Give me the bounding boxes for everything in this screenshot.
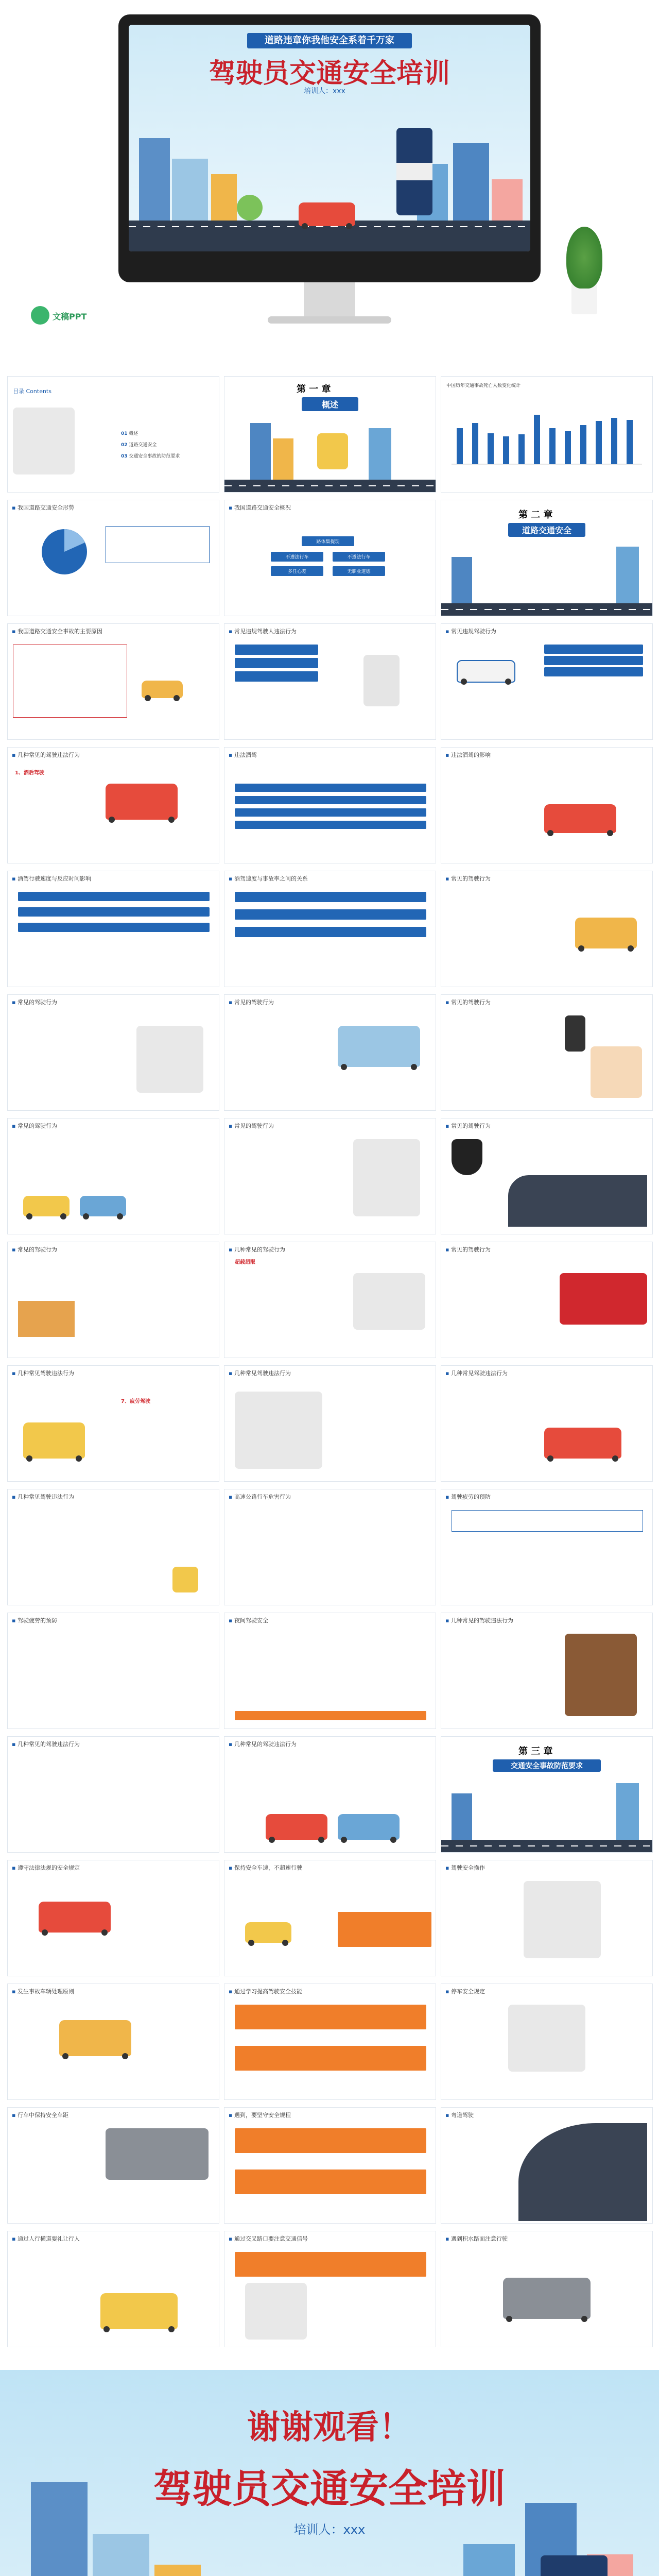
car-illustration (544, 804, 616, 833)
slide-drunk (224, 747, 436, 863)
chapter-title: 交通安全事故防范要求 (493, 1759, 601, 1772)
road-illustration (508, 1175, 647, 1227)
slide-common2 (441, 623, 653, 740)
slide-title: ▪ 常见的驾驶行为 (12, 998, 57, 1006)
police-illustration (524, 1881, 601, 1958)
road (224, 480, 436, 492)
slide-drunk2 (441, 747, 653, 863)
slide-title: ▪ 酒驾速度与事故率之间的关系 (229, 874, 308, 883)
slide-pie (7, 500, 219, 616)
chart-bar (457, 428, 463, 464)
slide-title: ▪ 常见的驾驶行为 (445, 1245, 491, 1253)
slide-row7-1 (7, 1118, 219, 1234)
hero-title: 驾驶员交通安全培训 (209, 58, 450, 89)
slide-title: ▪ 几种常见的驾驶违法行为 (445, 1616, 513, 1624)
slide-water (441, 2231, 653, 2347)
slide-title: ▪ 常见的驾驶行为 (12, 1245, 57, 1253)
list-box (544, 656, 643, 665)
slide-road (441, 1613, 653, 1729)
concept-box: 不遵法行车 (333, 552, 385, 562)
slide-row9-2 (224, 1365, 436, 1482)
slide-chart (441, 376, 653, 493)
building (31, 2482, 88, 2576)
slide-row6-2 (224, 994, 436, 1111)
people-illustration (591, 1046, 642, 1098)
highlight-box (235, 2005, 426, 2029)
car-illustration (39, 1902, 111, 1933)
building (250, 423, 271, 480)
slide-row6-1 (7, 994, 219, 1111)
slide-limit (224, 1860, 436, 1976)
slide-curve (441, 2107, 653, 2224)
chart-bar (549, 428, 556, 464)
chart-bar (518, 434, 525, 464)
slide-types (7, 747, 219, 863)
slide-title: ▪ 夜间驾驶安全 (229, 1616, 268, 1624)
slide-prevent (7, 1613, 219, 1729)
chart-bar (503, 436, 509, 464)
chart-bar (627, 420, 633, 464)
section-label: 1、酒后驾驶 (15, 770, 44, 776)
building (93, 2534, 149, 2576)
slide-title: ▪ 行车中保持安全车距 (12, 2111, 68, 2119)
slide-title: ▪ 通过交叉路口要注意交通信号 (229, 2234, 308, 2243)
slide-title: ▪ 停车安全规定 (445, 1987, 485, 1995)
slide-66 (441, 1118, 653, 1234)
list-box (235, 671, 318, 682)
contents-list (121, 428, 209, 462)
contents-label: 目录 Contents (13, 388, 51, 395)
chart-bar (565, 431, 571, 464)
slide-title: ▪ 几种常见驾驶违法行为 (12, 1493, 74, 1501)
slide-title: ▪ 常见违规驾驶行为 (445, 627, 496, 635)
hero-trainer: 培训人：xxx (304, 87, 345, 95)
traffic-light-illustration (172, 1567, 198, 1592)
slide-title: ▪ 我国道路交通安全形势 (12, 503, 74, 512)
slide-speed (7, 871, 219, 987)
hero-section (0, 0, 659, 361)
slide-title: ▪ 遇到，要坚守安全规程 (229, 2111, 291, 2119)
slide-title: ▪ 遵守法律法规的安全规定 (12, 1863, 80, 1872)
slide-title: ▪ 常见违规驾驶人违法行为 (229, 627, 297, 635)
slide-overtake (7, 1365, 219, 1482)
slide-title: ▪ 驾驶安全操作 (445, 1863, 485, 1872)
car-illustration (80, 1196, 126, 1216)
slide-title: ▪ 常见的驾驶行为 (445, 1122, 491, 1130)
slide-lane (441, 1984, 653, 2100)
crash-illustration (575, 918, 637, 948)
slide-title: ▪ 几种常见驾驶违法行为 (229, 1369, 291, 1377)
chapter-title: 道路交通安全 (508, 523, 585, 537)
building (616, 547, 639, 603)
list-box (235, 796, 426, 804)
slide-contents (7, 376, 219, 493)
police-illustration (245, 2283, 307, 2340)
building (452, 1793, 472, 1840)
footer-section (0, 2370, 659, 2576)
slide-rules (441, 871, 653, 987)
car-illustration (503, 2278, 591, 2319)
road-sign-illustration (565, 1634, 637, 1716)
slide-row12-1 (7, 1736, 219, 1853)
road (441, 603, 652, 616)
slide-row9-3 (441, 1365, 653, 1482)
truck-illustration (560, 1273, 647, 1325)
slide-row10-1 (7, 1489, 219, 1605)
crash-illustration (338, 1814, 400, 1840)
list-box (18, 892, 210, 901)
slide-check (7, 1860, 219, 1976)
route-66-sign (452, 1139, 482, 1175)
slide-row8-3 (441, 1242, 653, 1358)
slide-title: ▪ 弯道驾驶 (445, 2111, 474, 2119)
monitor-stand (304, 282, 355, 318)
list-box (235, 645, 318, 655)
list-box (544, 667, 643, 676)
slide-title: ▪ 几种常见的驾驶行为 (229, 1245, 285, 1253)
brand-logo-text: 文稿PPT (53, 312, 87, 321)
highlight-box (235, 2046, 426, 2071)
slide-row8-1 (7, 1242, 219, 1358)
slide-title: ▪ 常见的驾驶行为 (229, 998, 274, 1006)
slide-title: ▪ 酒驾行驶速度与反应时间影响 (12, 874, 91, 883)
police-illustration (396, 128, 432, 215)
slide-fatigue (224, 1242, 436, 1358)
chapter-title: 概述 (302, 397, 358, 411)
driver-illustration (13, 408, 75, 474)
building (452, 557, 472, 603)
slide-title: ▪ 几种常见的驾驶违法行为 (229, 1740, 297, 1748)
police-illustration (353, 1139, 420, 1216)
building (463, 2544, 515, 2576)
chart-bar (488, 433, 494, 464)
highlight-box (235, 1711, 426, 1720)
chart-bar (596, 421, 602, 464)
truck-illustration (317, 433, 348, 469)
list-box (18, 907, 210, 917)
concept-box: 多任心差 (271, 566, 323, 576)
building (18, 1301, 75, 1337)
car-illustration (245, 1922, 291, 1943)
slide-title: ▪ 通过学习提高驾驶安全技能 (229, 1987, 302, 1995)
brand-logo (31, 304, 93, 327)
chapter-number: 第 二 章 (518, 510, 553, 520)
list-box (235, 909, 426, 920)
hero-subtitle-ribbon: 道路违章你我他安全系着千万家 (247, 33, 412, 48)
chart-bar (611, 418, 617, 464)
car-illustration (299, 202, 355, 226)
chart-bar (534, 415, 540, 464)
slide-ice (224, 2107, 436, 2224)
building (154, 2565, 201, 2576)
highlight-box (235, 2252, 426, 2277)
causes-box (13, 645, 127, 718)
chapter-number: 第 一 章 (297, 384, 331, 395)
concept-box: 不遵法行车 (271, 552, 323, 562)
slide-hw2 (441, 1489, 653, 1605)
car-illustration (23, 1422, 85, 1459)
chapter-number: 第 三 章 (518, 1746, 553, 1757)
highlight-box (338, 1912, 431, 1947)
slide-speed2 (224, 871, 436, 987)
slide-title: ▪ 高速公路行车危害行为 (229, 1493, 291, 1501)
slide-chapter-1 (224, 376, 436, 493)
highlight-box (235, 2170, 426, 2194)
crash-illustration (266, 1814, 327, 1840)
list-box (235, 892, 426, 902)
police-illustration (541, 2555, 608, 2576)
list-box (235, 808, 426, 817)
slide-common (224, 623, 436, 740)
slide-title: ▪ 常见的驾驶行为 (445, 998, 491, 1006)
slide-slope (7, 2107, 219, 2224)
section-label: 超载超限 (235, 1260, 255, 1265)
building (369, 428, 391, 480)
slide-row7-2 (224, 1118, 436, 1234)
list-box (544, 645, 643, 654)
monitor-base (268, 316, 391, 324)
footer-thanks: 谢谢观看！ (247, 2409, 412, 2447)
chart-bar (580, 425, 586, 464)
slide-title: ▪ 几种常见驾驶违法行为 (445, 1369, 508, 1377)
slide-title: ▪ 违法酒驾 (229, 751, 257, 759)
slide-title: ▪ 通过人行横道要礼让行人 (12, 2234, 80, 2243)
police-illustration (235, 1392, 322, 1469)
slide-title: ▪ 常见的驾驶行为 (229, 1122, 274, 1130)
slide-title: ▪ 发生事故车辆处理原则 (12, 1987, 74, 1995)
slide-title: ▪ 遇到积水路面注意行驶 (445, 2234, 508, 2243)
tree (237, 195, 263, 221)
slide-title: ▪ 驾驶疲劳的预防 (12, 1616, 57, 1624)
bar-chart (446, 397, 647, 474)
police-illustration (363, 655, 400, 706)
slide-person (7, 2231, 219, 2347)
building (616, 1783, 639, 1840)
monitor-mockup (118, 14, 541, 282)
slide-chapter-3 (441, 1736, 653, 1853)
contents-item: 02 道路交通安全 (121, 443, 157, 448)
traffic-light-illustration (565, 1015, 585, 1052)
crash-illustration (338, 1026, 420, 1067)
car-illustration (544, 1428, 621, 1459)
slide-title: ▪ 几种常见驾驶违法行为 (12, 1369, 74, 1377)
slide-hill (441, 1860, 653, 1976)
chart-title: 中国历年交通事故死亡人数变化统计 (446, 383, 521, 388)
truck-illustration (353, 1273, 425, 1330)
list-box (18, 923, 210, 932)
highlight-box (235, 2128, 426, 2153)
slide-night (224, 1613, 436, 1729)
car-illustration (142, 681, 183, 698)
slide-signal (7, 1984, 219, 2100)
pie-chart (39, 526, 90, 578)
crash-illustration (59, 2020, 131, 2056)
monitor-screen (129, 25, 530, 251)
slide-tire (224, 1984, 436, 2100)
contents-item: 03 交通安全事故的防范要求 (121, 454, 180, 459)
slide-title: ▪ 几种常见的驾驶违法行为 (12, 751, 80, 759)
slide-concept (224, 500, 436, 616)
crash-illustration (106, 784, 178, 820)
crash-illustration (508, 2005, 585, 2072)
list-box (235, 927, 426, 937)
road-illustration (518, 2123, 647, 2221)
slide-chapter-2 (441, 500, 653, 616)
slide-causes (7, 623, 219, 740)
slide-title: ▪ 常见的驾驶行为 (12, 1122, 57, 1130)
slide-row12-2 (224, 1736, 436, 1853)
footer-title: 驾驶员交通安全培训 (153, 2466, 506, 2512)
contents-item: 01 概述 (121, 431, 138, 436)
slide-hw (224, 1489, 436, 1605)
info-box (106, 526, 210, 563)
concept-box: 路体集提现 (302, 536, 354, 546)
notice-box (452, 1510, 643, 1532)
slide-title: ▪ 违法酒驾的影响 (445, 751, 491, 759)
slide-title: ▪ 几种常见的驾驶违法行为 (12, 1740, 80, 1748)
building (273, 438, 293, 480)
list-box (235, 821, 426, 829)
car-illustration (23, 1196, 70, 1216)
slide-rain (224, 2231, 436, 2347)
footer-trainer: 培训人：xxx (293, 2522, 366, 2537)
truck-illustration (106, 2128, 209, 2180)
slide-row6-3 (441, 994, 653, 1111)
slide-title: ▪ 常见的驾驶行为 (445, 874, 491, 883)
slide-title: ▪ 保持安全车速，不超速行驶 (229, 1863, 302, 1872)
police-car-illustration (457, 660, 515, 683)
slide-title: ▪ 我国道路交通安全概况 (229, 503, 291, 512)
section-label: 7、疲劳驾驶 (121, 1399, 150, 1404)
chart-bar (472, 423, 478, 464)
road (441, 1840, 652, 1852)
slide-title: ▪ 驾驶疲劳的预防 (445, 1493, 491, 1501)
list-box (235, 658, 318, 668)
police-illustration (136, 1026, 203, 1093)
list-box (235, 784, 426, 792)
concept-box: 无职业道德 (333, 566, 385, 576)
crash-illustration (100, 2293, 178, 2329)
slide-title: ▪ 我国道路交通安全事故的主要原因 (12, 627, 102, 635)
plant-illustration (561, 227, 608, 314)
